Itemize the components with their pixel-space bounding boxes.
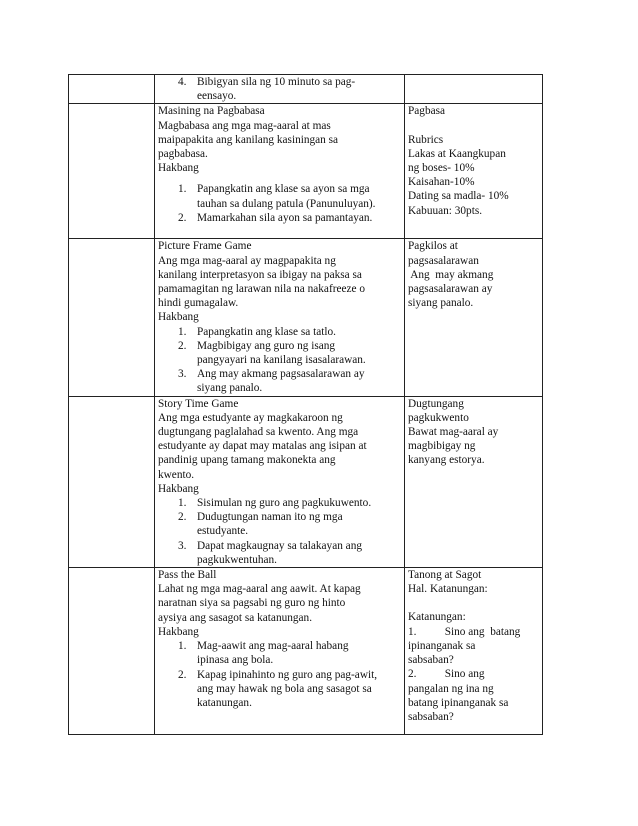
empty-cell xyxy=(69,104,155,239)
step-number: 1. xyxy=(178,183,187,196)
assessment-text: Katanungan: xyxy=(408,611,466,624)
step-number: 1. xyxy=(178,640,187,653)
step-text: Dudugtungan naman ito ng mga xyxy=(197,511,343,524)
step-number: 2. xyxy=(178,668,187,681)
assessment-text: Lakas at Kaangkupan xyxy=(408,147,506,160)
assessment-cell xyxy=(405,75,543,104)
step-text: tauhan sa dulang patula (Panunuluyan). xyxy=(197,197,376,210)
step-text: katanungan. xyxy=(197,696,252,709)
steps-list xyxy=(158,182,401,225)
assessment-cell xyxy=(405,396,543,567)
hakbang-label: Hakbang xyxy=(158,311,199,324)
assessment-text: siyang panalo. xyxy=(408,297,474,310)
steps-list xyxy=(158,75,401,103)
activity-description: Magbabasa ang mga mag-aaral at mas xyxy=(158,119,331,132)
step-text: ang may hawak ng bola ang sasagot sa xyxy=(197,682,372,695)
activity-description: hindi gumagalaw. xyxy=(158,297,239,310)
assessment-text: Hal. Katanungan: xyxy=(408,583,488,596)
assessment-text: Dating sa madla- 10% xyxy=(408,190,509,203)
step-text: Mag-aawit ang mag-aaral habang xyxy=(197,640,349,653)
assessment-text: pagkukwento xyxy=(408,411,469,424)
steps-list xyxy=(158,496,401,567)
activity-description: Lahat ng mga mag-aaral ang aawit. At kapag xyxy=(158,583,361,596)
step-text: Papangkatin ang klase sa ayon sa mga xyxy=(197,183,370,196)
activity-description: pamamagitan ng larawan nila na nakafreeze o xyxy=(158,283,366,296)
step-item xyxy=(158,339,401,367)
table-row xyxy=(69,104,543,239)
step-text: Ang may akmang pagsasalarawan ay xyxy=(197,368,365,381)
step-text: pagkukwentuhan. xyxy=(197,553,277,566)
activity-description: pagbabasa. xyxy=(158,148,208,161)
step-text: Sisimulan ng guro ang pagkukuwento. xyxy=(197,497,372,510)
step-item xyxy=(158,325,401,339)
assessment-cell xyxy=(405,239,543,396)
table-row xyxy=(69,239,543,396)
activity-description: Ang mga mag-aaral ay magpapakita ng xyxy=(158,254,336,267)
assessment-text: Tanong at Sagot xyxy=(408,569,482,582)
assessment-text: ng boses- 10% xyxy=(408,162,475,175)
empty-cell xyxy=(69,568,155,735)
step-number: 1. xyxy=(178,325,187,338)
activity-description: aysiya ang sasagot sa katanungan. xyxy=(158,611,313,624)
activity-cell xyxy=(155,75,405,104)
lesson-plan-table xyxy=(68,74,543,735)
step-item xyxy=(158,182,401,210)
step-text: Papangkatin ang klase sa tatlo. xyxy=(197,325,336,338)
step-item xyxy=(158,75,401,103)
activity-title: Masining na Pagbabasa xyxy=(158,105,265,118)
step-item xyxy=(158,496,401,510)
step-number: 2. xyxy=(178,511,187,524)
activity-description: kanilang interpretasyon sa ibigay na paksa sa xyxy=(158,268,362,281)
step-item xyxy=(158,367,401,395)
assessment-text: 1. Sino ang batang xyxy=(408,625,521,638)
step-item xyxy=(158,639,401,667)
activity-title: Story Time Game xyxy=(158,397,239,410)
activity-cell xyxy=(155,396,405,567)
activity-description: dugtungang paglalahad sa kwento. Ang mga xyxy=(158,426,359,439)
activity-title: Pass the Ball xyxy=(158,569,217,582)
hakbang-label: Hakbang xyxy=(158,625,199,638)
assessment-text: ipinanganak sa xyxy=(408,639,476,652)
step-item xyxy=(158,510,401,538)
step-item xyxy=(158,668,401,711)
step-number: 2. xyxy=(178,211,187,224)
step-text: pangyayari na kanilang isasalarawan. xyxy=(197,354,366,367)
assessment-text: Pagkilos at xyxy=(408,240,458,253)
activity-cell xyxy=(155,239,405,396)
activity-cell xyxy=(155,104,405,239)
assessment-text: pagsasalarawan ay xyxy=(408,283,493,296)
assessment-text: pagsasalarawan xyxy=(408,254,479,267)
assessment-text: Rubrics xyxy=(408,133,444,146)
assessment-text: Pagbasa xyxy=(408,105,446,118)
steps-list xyxy=(158,639,401,710)
step-text: eensayo. xyxy=(197,90,237,103)
activity-description: kwento. xyxy=(158,468,195,481)
assessment-text: Ang may akmang xyxy=(408,268,494,281)
assessment-text: kanyang estorya. xyxy=(408,454,485,467)
table-row xyxy=(69,75,543,104)
assessment-text: Kabuuan: 30pts. xyxy=(408,204,483,217)
assessment-text: sabsaban? xyxy=(408,710,454,723)
activity-title: Picture Frame Game xyxy=(158,240,252,253)
step-text: Dapat magkaugnay sa talakayan ang xyxy=(197,539,362,552)
assessment-text: pangalan ng ina ng xyxy=(408,682,494,695)
assessment-text: sabsaban? xyxy=(408,654,454,667)
empty-cell xyxy=(69,239,155,396)
step-number: 4. xyxy=(178,76,187,88)
hakbang-label: Hakbang xyxy=(158,162,199,175)
step-text: Kapag ipinahinto ng guro ang pag-awit, xyxy=(197,668,378,681)
table-row xyxy=(69,568,543,735)
step-number: 3. xyxy=(178,539,187,552)
assessment-text: magbibigay ng xyxy=(408,440,476,453)
assessment-cell xyxy=(405,104,543,239)
assessment-text: Dugtungang xyxy=(408,397,464,410)
assessment-cell xyxy=(405,568,543,735)
hakbang-label: Hakbang xyxy=(158,482,199,495)
step-item xyxy=(158,211,401,225)
empty-cell xyxy=(69,75,155,104)
step-text: estudyante. xyxy=(197,525,249,538)
step-number: 3. xyxy=(178,368,187,381)
step-text: ipinasa ang bola. xyxy=(197,654,274,667)
step-number: 2. xyxy=(178,339,187,352)
step-text: siyang panalo. xyxy=(197,382,263,395)
activity-description: naratnan siya sa pagsabi ng guro ng hinto xyxy=(158,597,346,610)
assessment-text: 2. Sino ang xyxy=(408,668,485,681)
assessment-text: batang ipinanganak sa xyxy=(408,696,509,709)
step-item xyxy=(158,539,401,567)
steps-list xyxy=(158,325,401,396)
activity-cell xyxy=(155,568,405,735)
table-row xyxy=(69,396,543,567)
step-text: Magbibigay ang guro ng isang xyxy=(197,339,336,352)
step-number: 1. xyxy=(178,497,187,510)
activity-description: maipapakita ang kanilang kasiningan sa xyxy=(158,133,339,146)
assessment-text: Kaisahan-10% xyxy=(408,176,475,189)
assessment-text: Bawat mag-aaral ay xyxy=(408,426,499,439)
step-text: Mamarkahan sila ayon sa pamantayan. xyxy=(197,211,373,224)
activity-description: estudyante ay dapat may matalas ang isipan at xyxy=(158,440,367,453)
activity-description: pandinig upang tamang makonekta ang xyxy=(158,454,336,467)
step-text: Bibigyan sila ng 10 minuto sa pag- xyxy=(197,76,356,88)
empty-cell xyxy=(69,396,155,567)
activity-description: Ang mga estudyante ay magkakaroon ng xyxy=(158,411,343,424)
